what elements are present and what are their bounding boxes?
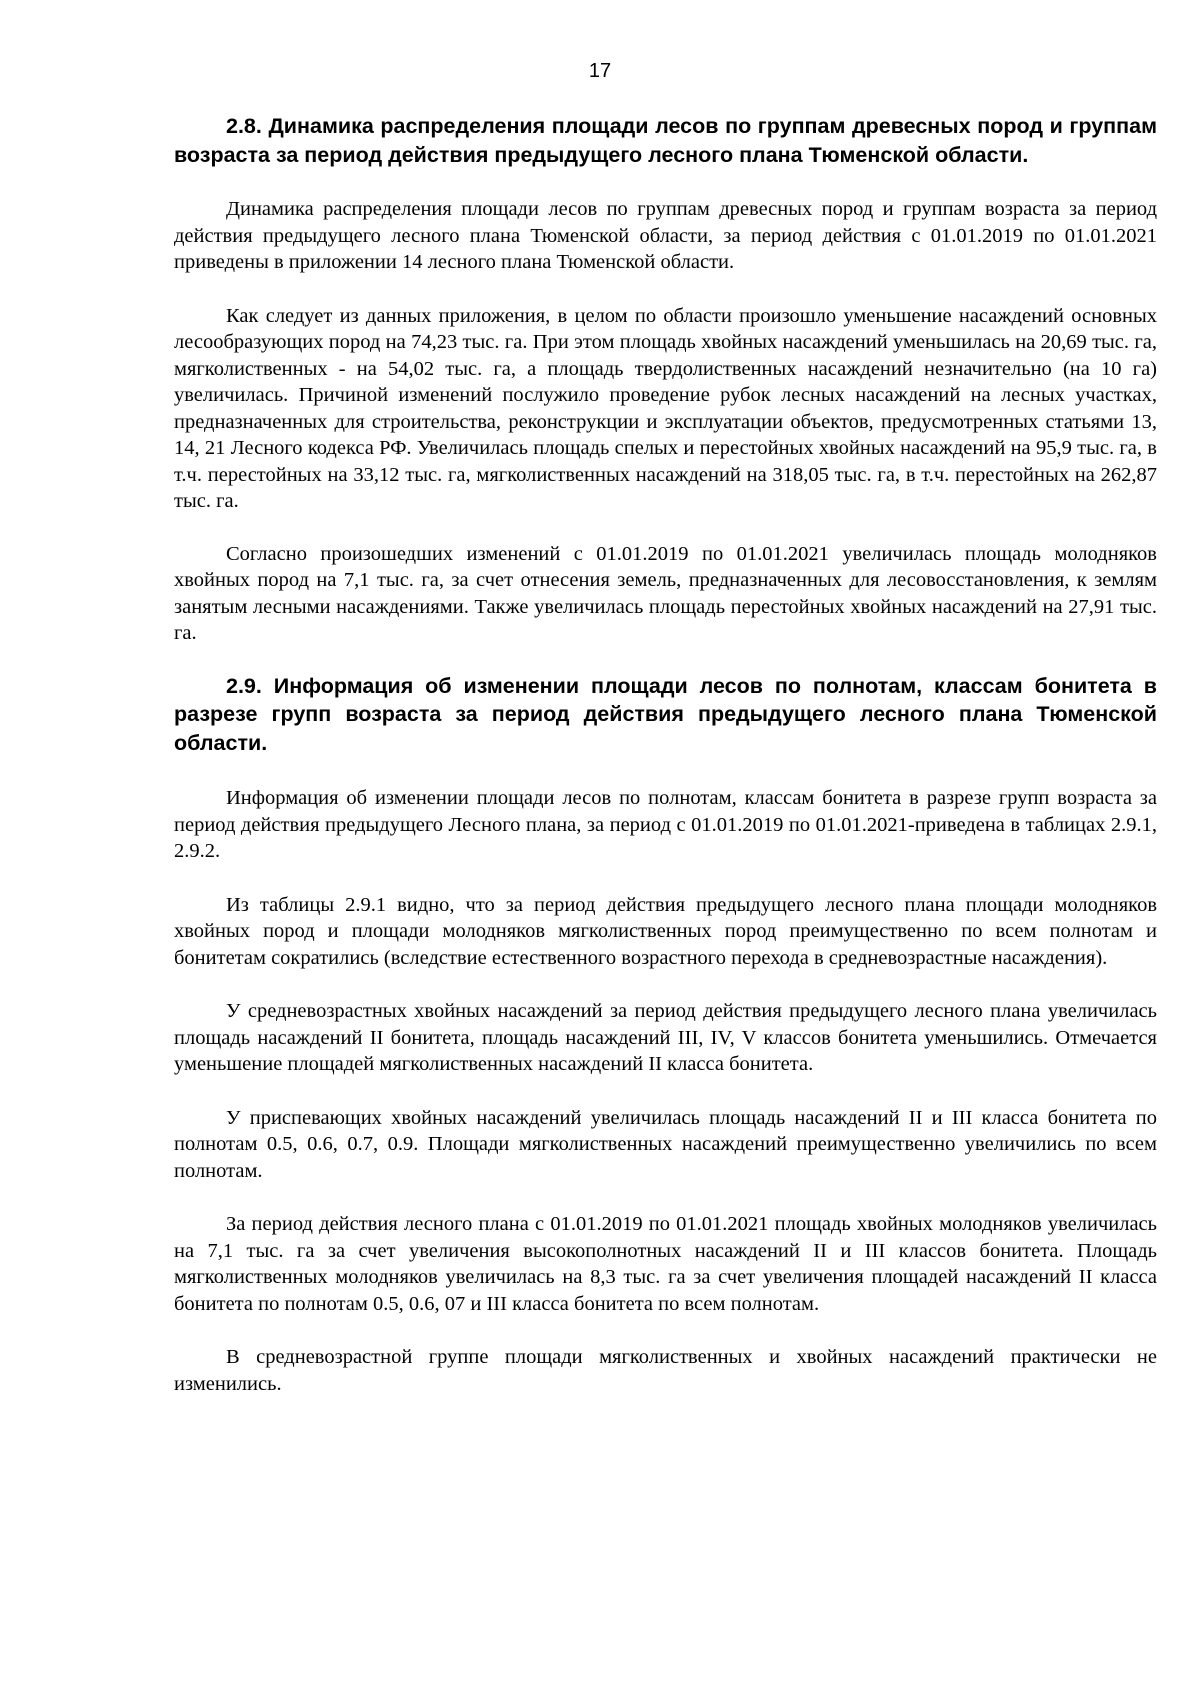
paragraph: Согласно произошедших изменений с 01.01.2019 по 01.01.2021 увеличилась площадь молодняков хвойных пород на 7,1 тыс. га, за счет отнесения земель, предназначенных для лесовосстановления, к землям занятым лесными насаждениями. Также увеличилась площадь перестойных хвойных насаждений на 27,91 тыс. га. xyxy=(174,542,1157,644)
paragraph: За период действия лесного плана с 01.01.2019 по 01.01.2021 площадь хвойных молодняков увеличилась на 7,1 тыс. га за счет увеличения высокополнотных насаждений II и III классов бонитета. Площадь мягколиственных молодняков увеличилась на 8,3 тыс. га за счет увеличения площадей насаждений II класса бонитета по полнотам 0.5, 0.6, 07 и III класса бонитета по всем полнотам. xyxy=(174,1213,1157,1315)
paragraph: В средневозрастной группе площади мягколиственных и хвойных насаждений практически не изменились. xyxy=(174,1346,1157,1395)
section-heading-2-8: 2.8. Динамика распределения площади лесов по группам древесных пород и группам возраста за период действия предыдущего лесного плана Тюменской области. xyxy=(174,114,1157,167)
paragraph: У средневозрастных хвойных насаждений за период действия предыдущего лесного плана увеличилась площадь насаждений II бонитета, площадь насаждений III, IV, V классов бонитета уменьшились. Отмечается уменьшение площадей мягколиственных насаждений II класса бонитета. xyxy=(174,1000,1157,1075)
document-body xyxy=(174,112,1157,1397)
page-number: 17 xyxy=(588,60,612,82)
paragraph: Динамика распределения площади лесов по группам древесных пород и группам возраста за период действия предыдущего лесного плана Тюменской области, за период действия с 01.01.2019 по 01.01.2021 приведены в приложении 14 лесного плана Тюменской области. xyxy=(174,198,1157,273)
paragraph: Как следует из данных приложения, в целом по области произошло уменьшение насаждений основных лесообразующих пород на 74,23 тыс. га. При этом площадь хвойных насаждений уменьшилась на 20,69 тыс. га, мягколиственных - на 54,02 тыс. га, а площадь твердолиственных насаждений незначительно (на 10 га) увеличилась. Причиной изменений послужило проведение рубок лесных насаждений на лесных участках, предназначенных для строительства, реконструкции и эксплуатации объектов, предусмотренных статьями 13, 14, 21 Лесного кодекса РФ. Увеличилась площадь спелых и перестойных хвойных насаждений на 95,9 тыс. га, в т.ч. перестойных на 33,12 тыс. га, мягколиственных насаждений на 318,05 тыс. га, в т.ч. перестойных на 262,87 тыс. га. xyxy=(174,304,1157,512)
paragraph: Из таблицы 2.9.1 видно, что за период действия предыдущего лесного плана площади молодняков хвойных пород и площади молодняков мягколиственных пород преимущественно по всем полнотам и бонитетам сократились (вследствие естественного возрастного перехода в средневозрастные насаждения). xyxy=(174,893,1157,969)
paragraph: У приспевающих хвойных насаждений увеличилась площадь насаждений II и III класса бонитета по полнотам 0.5, 0.6, 0.7, 0.9. Площади мягколиственных насаждений преимущественно увеличились по всем полнотам. xyxy=(174,1106,1157,1182)
section-heading-2-9: 2.9. Информация об изменении площади лесов по полнотам, классам бонитета в разрезе групп возраста за период действия предыдущего лесного плана Тюменской области. xyxy=(174,673,1157,755)
paragraph: Информация об изменении площади лесов по полнотам, классам бонитета в разрезе групп возраста за период действия предыдущего Лесного плана, за период с 01.01.2019 по 01.01.2021-приведена в таблицах 2.9.1, 2.9.2. xyxy=(174,787,1157,862)
